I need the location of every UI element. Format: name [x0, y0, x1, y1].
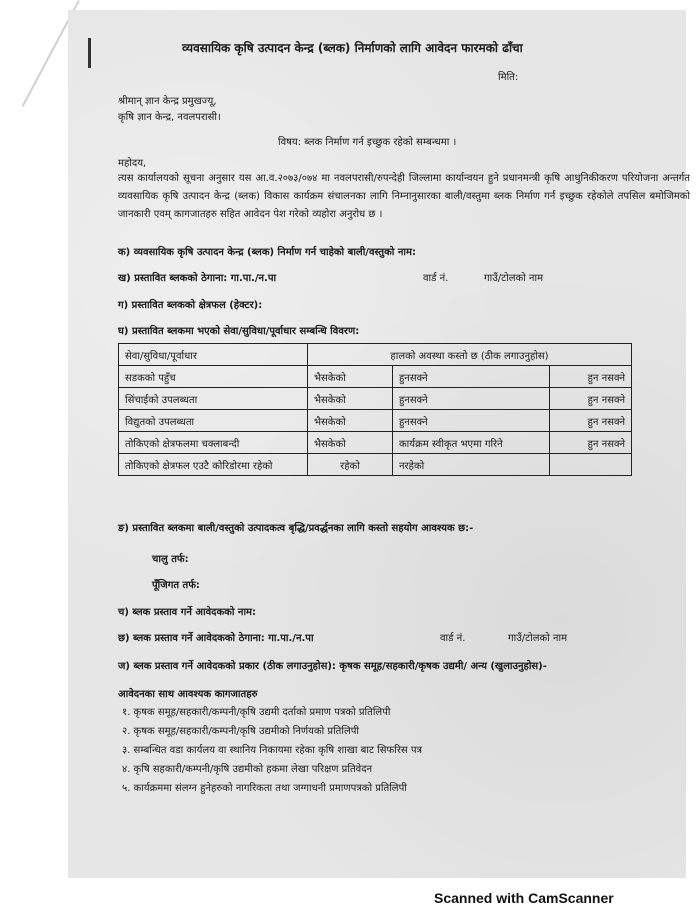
service-cell: सिंचाईको उपलब्धता	[119, 388, 308, 410]
status-cell: कार्यक्रम स्वीकृत भएमा गरिने	[393, 432, 550, 454]
item-gha: घ) प्रस्तावित ब्लकमा भएको सेवा/सुविधा/पूर्वाधार सम्बन्धि विवरण:	[118, 326, 360, 337]
status-cell: भैसकेको	[308, 432, 393, 454]
status-cell: भैसकेको	[308, 410, 393, 432]
status-cell: नरहेको	[393, 454, 550, 476]
status-cell: रहेको	[308, 454, 393, 476]
margin-mark	[88, 38, 91, 68]
service-cell: विद्युतको उपलब्धता	[119, 410, 308, 432]
service-cell: सडकको पहुँच	[119, 366, 308, 388]
item-chha-tole: गाउँ/टोलको नाम	[508, 633, 568, 644]
document-item: ४. कृषि सहकारी/कम्पनी/कृषि उद्यमीको हकमा लेखा परिक्षण प्रतिवेदन	[122, 764, 373, 775]
status-cell: हुन नसक्ने	[550, 388, 632, 410]
status-cell: भैसकेको	[308, 388, 393, 410]
item-ga: ग) प्रस्तावित ब्लकको क्षेत्रफल (हेक्टर):	[118, 300, 263, 311]
status-cell	[550, 454, 632, 476]
item-chha-ward: वार्ड नं.	[440, 633, 466, 644]
table-row	[119, 432, 632, 454]
document-item: २. कृषक समूह/सहकारी/कम्पनी/कृषि उद्यमीको निर्णयको प्रतिलिपी	[122, 726, 360, 737]
status-cell: हुन नसक्ने	[550, 432, 632, 454]
table-header-row	[119, 344, 632, 366]
item-kha: ख) प्रस्तावित ब्लकको ठेगाना: गा.पा./न.पा	[118, 273, 277, 284]
current-side-label: चालु तर्फ:	[152, 554, 189, 565]
scanner-watermark: Scanned with CamScanner	[434, 890, 614, 906]
table-row	[119, 366, 632, 388]
form-title: व्यवसायिक कृषि उत्पादन केन्द्र (ब्लक) निर्माणको लागि आवेदन फारमको ढाँचा	[182, 41, 523, 55]
status-cell: हुनसक्ने	[393, 366, 550, 388]
body-paragraph: त्यस कार्यालयको सूचना अनुसार यस आ.व.२०७३/०७४ मा नवलपरासी/रुपन्देही जिल्लामा कार्यान्वयन हुने प्रधानमन्त्री कृषि आधुनिकीकरण परियोजना अन्तर्गत व्यवसायिक कृषि उत्पादन केन्द्र (ब्लक) विकास कार्यक्रम संचालनका लागि निम्नानुसारका बाली/वस्तुमा ब्लक निर्माण गर्न इच्छुक रहेकोले तपसिल बमोजिमको जानकारी एवम् कागजातहरु सहित आवेदन पेश गरेको व्यहोरा अनुरोध छ ।	[118, 173, 690, 220]
services-table	[118, 343, 632, 476]
header-status: हालको अवस्था कस्तो छ (ठीक लगाउनुहोस)	[308, 344, 632, 366]
status-cell: हुन नसक्ने	[550, 366, 632, 388]
item-nga: ङ) प्रस्तावित ब्लकमा बाली/वस्तुको उत्पादकत्व बृद्धि/प्रवर्द्धनका लागि कस्तो सहयोग आवश्यक छ:-	[118, 523, 474, 534]
service-cell: तोकिएको क्षेत्रफल एउटै कोरिडोरमा रहेको	[119, 454, 308, 476]
capital-side-label: पूँजिगत तर्फ:	[152, 580, 200, 591]
document-item: १. कृषक समूह/सहकारी/कम्पनी/कृषि उद्यमी दर्ताको प्रमाण पत्रको प्रतिलिपी	[122, 707, 391, 718]
table-row	[119, 410, 632, 432]
item-ka: क) व्यवसायिक कृषि उत्पादन केन्द्र (ब्लक) निर्माण गर्न चाहेको बाली/वस्तुको नाम:	[118, 247, 416, 258]
header-service: सेवा/सुविधा/पूर्वाधार	[119, 344, 308, 366]
document-item: ३. सम्बन्धित वडा कार्यलय वा स्थानिय निकायमा रहेका कृषि शाखा बाट सिफरिस पत्र	[122, 745, 423, 756]
address-line-1: श्रीमान् ज्ञान केन्द्र प्रमुखज्यू,	[118, 96, 217, 107]
salutation: महोदय,	[118, 158, 147, 169]
item-ja: ज) ब्लक प्रस्ताव गर्ने आवेदकको प्रकार (ठीक लगाउनुहोस): कृषक समूह/सहकारी/कृषक उद्यमी/ अन्य (खुलाउनुहोस)-	[118, 661, 547, 672]
status-cell: हुनसक्ने	[393, 388, 550, 410]
subject-line: विषय: ब्लक निर्माण गर्न इच्छुक रहेको सम्बन्धमा ।	[278, 137, 457, 148]
item-chha: छ) ब्लक प्रस्ताव गर्ने आवेदकको ठेगाना: गा.पा./न.पा	[118, 633, 314, 644]
item-cha: च) ब्लक प्रस्ताव गर्ने आवेदकको नाम:	[118, 607, 257, 618]
item-kha-tole: गाउँ/टोलको नाम	[484, 273, 544, 284]
item-kha-ward: वार्ड नं.	[423, 273, 449, 284]
document-item: ५. कार्यक्रममा संलग्न हुनेहरुको नागरिकता तथा जग्गाधनी प्रमाणपत्रको प्रतिलिपी	[122, 783, 407, 794]
service-cell: तोकिएको क्षेत्रफलमा चक्लाबन्दी	[119, 432, 308, 454]
table-row	[119, 388, 632, 410]
address-line-2: कृषि ज्ञान केन्द्र, नवलपरासी।	[118, 112, 221, 123]
date-label: मिति:	[498, 72, 519, 83]
status-cell: हुनसक्ने	[393, 410, 550, 432]
status-cell: हुन नसक्ने	[550, 410, 632, 432]
table-row	[119, 454, 632, 476]
documents-heading: आवेदनका साथ आवश्यक कागजातहरु	[118, 689, 258, 700]
status-cell: भैसकेको	[308, 366, 393, 388]
